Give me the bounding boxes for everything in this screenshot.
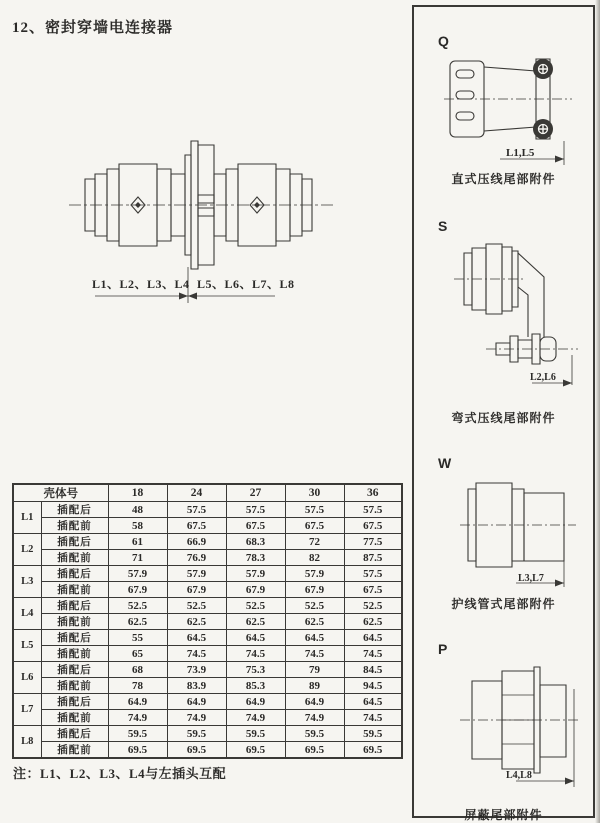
row-group-label: L4 <box>13 598 41 630</box>
row-group-label: L3 <box>13 566 41 598</box>
table-row <box>13 710 402 726</box>
row-sub-label: 插配前 <box>41 518 108 534</box>
row-group-label: L8 <box>13 726 41 759</box>
table-header-row <box>13 484 402 502</box>
dim-label-left: L1、L2、L3、L4 <box>92 277 190 291</box>
row-sub-label: 插配后 <box>41 662 108 678</box>
table-cell: 52.5 <box>167 598 226 614</box>
table-cell: 64.9 <box>167 694 226 710</box>
spec-table-body <box>13 484 402 758</box>
table-cell: 77.5 <box>344 534 402 550</box>
column-header: 18 <box>108 484 167 502</box>
table-row <box>13 646 402 662</box>
table-cell: 62.5 <box>108 614 167 630</box>
table-cell: 55 <box>108 630 167 646</box>
table-cell: 57.5 <box>344 502 402 518</box>
table-cell: 57.5 <box>167 502 226 518</box>
table-cell: 74.5 <box>344 646 402 662</box>
table-cell: 52.5 <box>108 598 167 614</box>
table-cell: 78 <box>108 678 167 694</box>
shell-number-header: 壳体号 <box>13 484 108 502</box>
row-sub-label: 插配前 <box>41 710 108 726</box>
table-row <box>13 550 402 566</box>
table-cell: 74.5 <box>344 710 402 726</box>
table-cell: 62.5 <box>344 614 402 630</box>
dimension-table-wrap <box>12 483 403 759</box>
table-cell: 74.9 <box>167 710 226 726</box>
table-row <box>13 566 402 582</box>
dimension-table <box>12 483 403 759</box>
table-cell: 76.9 <box>167 550 226 566</box>
table-row <box>13 630 402 646</box>
table-cell: 64.5 <box>226 630 285 646</box>
s-dim-label: L2,L6 <box>530 372 556 383</box>
row-group-label: L6 <box>13 662 41 694</box>
table-cell: 61 <box>108 534 167 550</box>
table-cell: 79 <box>285 662 344 678</box>
table-row <box>13 662 402 678</box>
table-cell: 64.5 <box>167 630 226 646</box>
table-row <box>13 614 402 630</box>
table-cell: 57.9 <box>108 566 167 582</box>
page-title: 12、密封穿墙电连接器 <box>12 20 174 36</box>
section-letter-q: Q <box>438 33 449 49</box>
table-cell: 65 <box>108 646 167 662</box>
table-cell: 62.5 <box>167 614 226 630</box>
q-caption: 直式压线尾部附件 <box>451 172 556 186</box>
table-row <box>13 518 402 534</box>
table-cell: 48 <box>108 502 167 518</box>
table-cell: 52.5 <box>226 598 285 614</box>
table-cell: 69.5 <box>285 742 344 759</box>
section-letter-w: W <box>438 455 452 471</box>
table-cell: 84.5 <box>344 662 402 678</box>
table-cell: 67.9 <box>108 582 167 598</box>
row-sub-label: 插配后 <box>41 502 108 518</box>
row-sub-label: 插配前 <box>41 646 108 662</box>
column-header: 30 <box>285 484 344 502</box>
table-cell: 69.5 <box>226 742 285 759</box>
table-cell: 64.9 <box>285 694 344 710</box>
s-accessory-drawing <box>452 237 582 387</box>
table-cell: 57.9 <box>226 566 285 582</box>
row-sub-label: 插配前 <box>41 614 108 630</box>
row-sub-label: 插配前 <box>41 742 108 759</box>
table-cell: 69.5 <box>344 742 402 759</box>
row-sub-label: 插配后 <box>41 694 108 710</box>
table-cell: 59.5 <box>285 726 344 742</box>
table-cell: 62.5 <box>226 614 285 630</box>
table-cell: 68.3 <box>226 534 285 550</box>
footnote: 注：L1、L2、L3、L4与左插头互配 <box>13 766 227 781</box>
table-cell: 74.5 <box>167 646 226 662</box>
w-caption: 护线管式尾部附件 <box>451 597 556 611</box>
p-dim-label: L4,L8 <box>506 770 532 781</box>
table-cell: 58 <box>108 518 167 534</box>
table-cell: 71 <box>108 550 167 566</box>
table-row <box>13 726 402 742</box>
table-cell: 83.9 <box>167 678 226 694</box>
section-letter-p: P <box>438 641 448 657</box>
column-header: 27 <box>226 484 285 502</box>
accessory-sidebar <box>412 5 595 822</box>
row-group-label: L1 <box>13 502 41 534</box>
table-cell: 67.9 <box>226 582 285 598</box>
table-cell: 52.5 <box>285 598 344 614</box>
table-cell: 82 <box>285 550 344 566</box>
row-sub-label: 插配后 <box>41 598 108 614</box>
dim-label-right: L5、L6、L7、L8 <box>197 277 295 291</box>
table-cell: 67.5 <box>344 518 402 534</box>
row-sub-label: 插配前 <box>41 550 108 566</box>
table-row <box>13 678 402 694</box>
table-cell: 57.9 <box>285 566 344 582</box>
table-cell: 59.5 <box>108 726 167 742</box>
table-row <box>13 742 402 759</box>
table-cell: 67.9 <box>167 582 226 598</box>
table-cell: 94.5 <box>344 678 402 694</box>
table-cell: 64.5 <box>344 630 402 646</box>
column-header: 24 <box>167 484 226 502</box>
table-cell: 78.3 <box>226 550 285 566</box>
table-row <box>13 534 402 550</box>
table-cell: 69.5 <box>108 742 167 759</box>
row-group-label: L5 <box>13 630 41 662</box>
q-dim-label: L1,L5 <box>506 147 535 159</box>
table-cell: 74.5 <box>285 646 344 662</box>
table-cell: 85.3 <box>226 678 285 694</box>
table-row <box>13 582 402 598</box>
row-sub-label: 插配后 <box>41 534 108 550</box>
table-cell: 74.9 <box>226 710 285 726</box>
table-cell: 59.5 <box>344 726 402 742</box>
table-cell: 62.5 <box>285 614 344 630</box>
row-sub-label: 插配后 <box>41 726 108 742</box>
row-group-label: L7 <box>13 694 41 726</box>
table-cell: 89 <box>285 678 344 694</box>
table-cell: 57.9 <box>167 566 226 582</box>
row-sub-label: 插配后 <box>41 566 108 582</box>
table-row <box>13 694 402 710</box>
row-sub-label: 插配前 <box>41 678 108 694</box>
table-cell: 67.5 <box>226 518 285 534</box>
table-cell: 67.5 <box>344 582 402 598</box>
table-cell: 67.5 <box>285 518 344 534</box>
table-cell: 68 <box>108 662 167 678</box>
main-diagram <box>55 115 345 307</box>
w-dim-label: L3,L7 <box>518 573 544 584</box>
p-caption: 屏蔽尾部附件 <box>464 808 543 822</box>
row-sub-label: 插配后 <box>41 630 108 646</box>
table-cell: 67.5 <box>167 518 226 534</box>
scan-edge-shadow <box>595 0 600 823</box>
table-row <box>13 502 402 518</box>
table-row <box>13 598 402 614</box>
table-cell: 64.9 <box>108 694 167 710</box>
table-cell: 64.9 <box>226 694 285 710</box>
section-letter-s: S <box>438 218 448 234</box>
table-cell: 66.9 <box>167 534 226 550</box>
table-cell: 75.3 <box>226 662 285 678</box>
table-cell: 59.5 <box>167 726 226 742</box>
table-cell: 67.9 <box>285 582 344 598</box>
row-sub-label: 插配前 <box>41 582 108 598</box>
table-cell: 64.5 <box>344 694 402 710</box>
table-cell: 74.9 <box>108 710 167 726</box>
table-cell: 73.9 <box>167 662 226 678</box>
column-header: 36 <box>344 484 402 502</box>
table-cell: 64.5 <box>285 630 344 646</box>
table-cell: 69.5 <box>167 742 226 759</box>
s-caption: 弯式压线尾部附件 <box>451 411 556 425</box>
table-cell: 59.5 <box>226 726 285 742</box>
table-cell: 87.5 <box>344 550 402 566</box>
row-group-label: L2 <box>13 534 41 566</box>
table-cell: 72 <box>285 534 344 550</box>
table-cell: 52.5 <box>344 598 402 614</box>
table-cell: 57.5 <box>344 566 402 582</box>
table-cell: 57.5 <box>285 502 344 518</box>
s-accessory <box>452 237 582 387</box>
table-cell: 57.5 <box>226 502 285 518</box>
table-cell: 74.5 <box>226 646 285 662</box>
table-cell: 74.9 <box>285 710 344 726</box>
